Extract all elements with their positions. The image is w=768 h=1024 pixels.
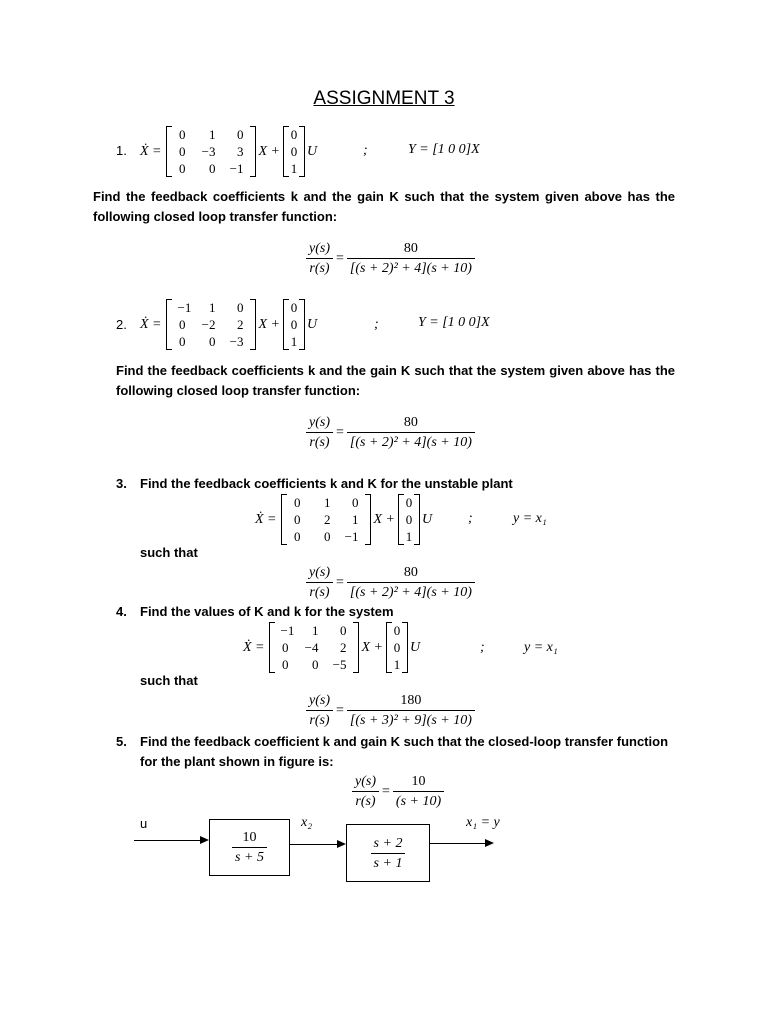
intermediate-signal-line bbox=[289, 844, 337, 845]
matrix-b: 0 0 1 bbox=[283, 126, 305, 177]
separator: ; bbox=[480, 640, 485, 655]
problem-2-text: Find the feedback coefficients k and the gain K such that the system given above has the following closed loop transfer function: bbox=[116, 363, 675, 398]
output-signal-line bbox=[429, 843, 485, 844]
matrix-b: 0 0 1 bbox=[398, 494, 420, 545]
such-that-label: such that bbox=[140, 673, 198, 688]
input-signal-line bbox=[134, 840, 200, 841]
block-1 bbox=[209, 819, 290, 876]
problem-1-state-equation bbox=[140, 126, 317, 177]
block-1-numerator: 10 bbox=[232, 828, 267, 848]
problem-4-transfer-function: $\frac{y(s)}{r(s)}$ = $\frac{180}{\text{[(s + 3)² + 9](s + 10)}}$ bbox=[306, 691, 475, 730]
problem-4-text: Find the values of K and k for the system bbox=[140, 604, 394, 619]
problem-3-text: Find the feedback coefficients k and K for the unstable plant bbox=[140, 476, 513, 491]
separator: ; bbox=[363, 143, 368, 158]
problem-4-state-equation: Ẋ = −1 1 0 0 −4 2 0 0 −5 X + 0 0 1 U bbox=[243, 623, 421, 672]
problem-1-transfer-function: $\frac{y(s)}{r(s)}$ = $\frac{80}{\text{[(s + 2)² + 4](s + 10)}}$ bbox=[306, 239, 475, 278]
matrix-a: 0 1 0 0 −3 3 0 0 −1 bbox=[166, 126, 256, 177]
problem-5-transfer-function: $\frac{y(s)}{r(s)}$ = $\frac{10}{(s + 10)}$ bbox=[352, 772, 444, 811]
problem-4-number: 4. bbox=[116, 604, 127, 619]
output-label: x₁ = y bbox=[466, 815, 500, 830]
x-plus-label: X + bbox=[258, 143, 280, 159]
matrix-b: 0 0 1 bbox=[386, 622, 408, 673]
matrix-a: 0 1 0 0 2 1 0 0 −1 bbox=[281, 494, 371, 545]
matrix-a: −1 1 0 0 −4 2 0 0 −5 bbox=[269, 622, 359, 673]
block-2 bbox=[346, 824, 430, 882]
block-2-numerator: s + 2 bbox=[371, 834, 406, 854]
separator: ; bbox=[374, 317, 379, 332]
problem-2-number: 2. bbox=[116, 317, 127, 332]
block-2-denominator: s + 1 bbox=[373, 855, 403, 871]
output-equation: y = x₁ bbox=[513, 511, 547, 526]
input-label: u bbox=[140, 816, 148, 831]
problem-3-state-equation: Ẋ = 0 1 0 0 2 1 0 0 −1 X + 0 0 1 U bbox=[255, 495, 433, 544]
output-arrow-icon bbox=[485, 839, 494, 847]
problem-1-number: 1. bbox=[116, 143, 127, 158]
problem-2-state-equation: Ẋ = −1 1 0 0 −2 2 0 0 −3 X + 0 0 1 U bbox=[140, 300, 318, 349]
matrix-b: 0 0 1 bbox=[283, 299, 305, 350]
problem-5-number: 5. bbox=[116, 734, 127, 749]
output-equation: Y = [1 0 0]X bbox=[408, 142, 480, 157]
such-that-label: such that bbox=[140, 545, 198, 560]
matrix-a: −1 1 0 0 −2 2 0 0 −3 bbox=[166, 299, 256, 350]
problem-2-transfer-function: $\frac{y(s)}{r(s)}$ = $\frac{80}{\text{[(s + 2)² + 4](s + 10)}}$ bbox=[306, 413, 475, 452]
output-equation: Y = [1 0 0]X bbox=[418, 315, 490, 330]
input-arrow-icon bbox=[200, 836, 209, 844]
problem-5-text: Find the feedback coefficient k and gain K such that the closed-loop transfer function for the plant shown in figure is: bbox=[140, 734, 669, 769]
block-1-denominator: s + 5 bbox=[235, 850, 264, 865]
page-title: ASSIGNMENT 3 bbox=[313, 88, 455, 109]
output-equation: y = x₁ bbox=[524, 640, 558, 655]
problem-3-number: 3. bbox=[116, 476, 127, 491]
separator: ; bbox=[468, 511, 473, 526]
problem-3-transfer-function: $\frac{y(s)}{r(s)}$ = $\frac{80}{\text{[(s + 2)² + 4](s + 10)}}$ bbox=[306, 563, 475, 602]
intermediate-arrow-icon bbox=[337, 840, 346, 848]
intermediate-signal-label: x₂ bbox=[301, 815, 313, 830]
u-label: U bbox=[307, 143, 318, 159]
state-lhs: Ẋ = bbox=[140, 143, 162, 159]
problem-1-text: Find the feedback coefficients k and the gain K such that the system given above has the following closed loop transfer function: bbox=[93, 189, 675, 224]
